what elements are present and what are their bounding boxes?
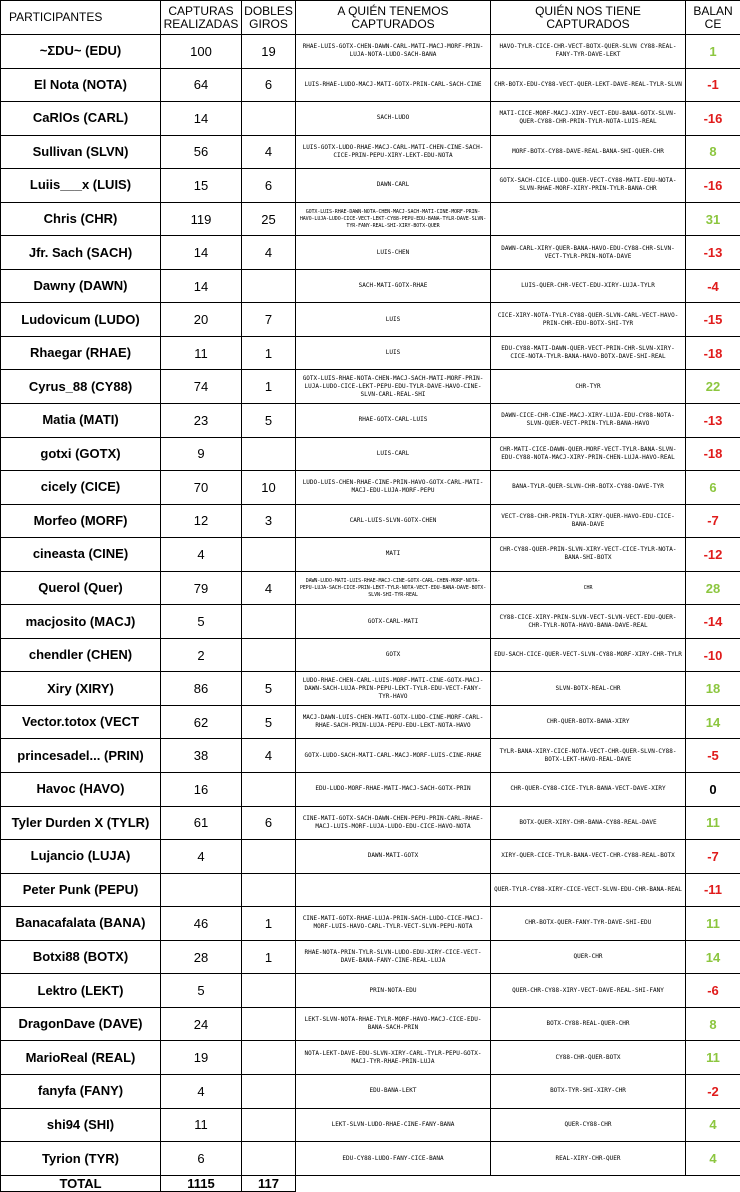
- participant-name: Rhaegar (RHAE): [1, 336, 161, 370]
- captured-list: SACH-MATI-GOTX-RHAE: [296, 269, 491, 303]
- table-row: [1, 1007, 740, 1041]
- captures-count: 2: [161, 638, 242, 672]
- captured-list: SACH-LUDO: [296, 102, 491, 136]
- balance-value: -14: [686, 605, 740, 639]
- captured-list: LUIS-RHAE-LUDO-MACJ-MATI-GOTX-PRIN-CARL-SACH-CINE: [296, 68, 491, 102]
- participant-name: Luiis___x (LUIS): [1, 169, 161, 203]
- captures-count: 46: [161, 907, 242, 941]
- balance-value: -5: [686, 739, 740, 773]
- doubles-count: [242, 873, 296, 907]
- balance-value: -13: [686, 236, 740, 270]
- table-row: [1, 35, 740, 69]
- header-row: [1, 1, 740, 35]
- balance-value: 8: [686, 135, 740, 169]
- captured-by-list: QUER-CHR-CY88-XIRY-VECT-DAVE-REAL-SHI-FANY: [491, 974, 686, 1008]
- captured-by-list: EDU-SACH-CICE-QUER-VECT-SLVN-CY88-MORF-XIRY-CHR-TYLR: [491, 638, 686, 672]
- table-row: [1, 169, 740, 203]
- doubles-count: [242, 773, 296, 807]
- table-row: [1, 437, 740, 471]
- captured-by-list: DAWN-CICE-CHR-CINE-MACJ-XIRY-LUJA-EDU-CY88-NOTA-SLVN-QUER-VECT-PRIN-TYLR-BANA-HAVO: [491, 404, 686, 438]
- doubles-count: [242, 1007, 296, 1041]
- captured-list: RHAE-LUIS-GOTX-CHEN-DAWN-CARL-MATI-MACJ-MORF-PRIN-LUJA-NOTA-LUDO-SACH-BANA: [296, 35, 491, 69]
- captured-by-list: XIRY-QUER-CICE-TYLR-BANA-VECT-CHR-CY88-REAL-BOTX: [491, 840, 686, 874]
- captures-count: 28: [161, 940, 242, 974]
- captured-list: LUIS-GOTX-LUDO-RHAE-MACJ-CARL-MATI-CHEN-CINE-SACH-CICE-PRIN-PEPU-XIRY-LEKT-EDU-NOTA: [296, 135, 491, 169]
- doubles-count: [242, 840, 296, 874]
- header-balance: BALAN CE: [686, 1, 740, 35]
- captures-count: 11: [161, 1108, 242, 1142]
- captures-count: [161, 873, 242, 907]
- captures-count: 14: [161, 269, 242, 303]
- captured-list: PRIN-NOTA-EDU: [296, 974, 491, 1008]
- captured-list: GOTX-LUIS-RHAE-NOTA-CHEN-MACJ-SACH-MATI-MORF-PRIN-LUJA-LUDO-CICE-LEKT-PEPU-EDU-TYLR-DAVE-HAVO-CINE-SLVN-CARL-REAL-SHI: [296, 370, 491, 404]
- total-empty-cell: [686, 1176, 740, 1192]
- captured-list: EDU-CY88-LUDO-FANY-CICE-BANA: [296, 1142, 491, 1176]
- captures-count: 62: [161, 705, 242, 739]
- table-row: [1, 605, 740, 639]
- doubles-count: [242, 437, 296, 471]
- doubles-count: [242, 1108, 296, 1142]
- balance-value: 0: [686, 773, 740, 807]
- captures-count: 4: [161, 538, 242, 572]
- balance-value: 22: [686, 370, 740, 404]
- participant-name: DragonDave (DAVE): [1, 1007, 161, 1041]
- table-body: [1, 35, 740, 1176]
- captured-list: EDU-LUDO-MORF-RHAE-MATI-MACJ-SACH-GOTX-PRIN: [296, 773, 491, 807]
- table-row: [1, 705, 740, 739]
- participant-name: ~ΣDU~ (EDU): [1, 35, 161, 69]
- balance-value: 1: [686, 35, 740, 69]
- captured-list: GOTX-LUDO-SACH-MATI-CARL-MACJ-MORF-LUIS-CINE-RHAE: [296, 739, 491, 773]
- captures-count: 4: [161, 1074, 242, 1108]
- captured-by-list: CHR-MATI-CICE-DAWN-QUER-MORF-VECT-TYLR-BANA-SLVN-EDU-CY88-NOTA-MACJ-XIRY-PRIN-CHEN-LUJA-HAVO-REAL: [491, 437, 686, 471]
- balance-value: 11: [686, 907, 740, 941]
- captures-count: 56: [161, 135, 242, 169]
- balance-value: 11: [686, 806, 740, 840]
- captured-by-list: SLVN-BOTX-REAL-CHR: [491, 672, 686, 706]
- participant-name: Matia (MATI): [1, 404, 161, 438]
- header-doubles: DOBLES GIROS: [242, 1, 296, 35]
- table-row: [1, 739, 740, 773]
- participant-name: Chris (CHR): [1, 202, 161, 236]
- doubles-count: [242, 974, 296, 1008]
- captured-list: [296, 873, 491, 907]
- captured-by-list: CHR-TYR: [491, 370, 686, 404]
- balance-value: 6: [686, 471, 740, 505]
- captured-list: GOTX-CARL-MATI: [296, 605, 491, 639]
- table-row: [1, 269, 740, 303]
- captured-list: LUIS: [296, 336, 491, 370]
- table-row: [1, 1041, 740, 1075]
- captured-list: MATI: [296, 538, 491, 572]
- table-row: [1, 404, 740, 438]
- doubles-count: 25: [242, 202, 296, 236]
- captured-list: LEKT-SLVN-NOTA-RHAE-TYLR-MORF-HAVO-MACJ-CICE-EDU-BANA-SACH-PRIN: [296, 1007, 491, 1041]
- captures-count: 16: [161, 773, 242, 807]
- captured-by-list: DAWN-CARL-XIRY-QUER-BANA-HAVO-EDU-CY88-CHR-SLVN-VECT-TYLR-PRIN-NOTA-DAVE: [491, 236, 686, 270]
- table-row: [1, 638, 740, 672]
- total-captures: 1115: [161, 1176, 242, 1192]
- captures-count: 70: [161, 471, 242, 505]
- participant-name: Cyrus_88 (CY88): [1, 370, 161, 404]
- table-row: [1, 873, 740, 907]
- total-empty-cell: [296, 1176, 491, 1192]
- captures-count: 11: [161, 336, 242, 370]
- table-row: [1, 840, 740, 874]
- participant-name: Tyler Durden X (TYLR): [1, 806, 161, 840]
- participant-name: gotxi (GOTX): [1, 437, 161, 471]
- balance-value: 11: [686, 1041, 740, 1075]
- table-row: [1, 672, 740, 706]
- table-row: [1, 1142, 740, 1176]
- captures-count: 5: [161, 605, 242, 639]
- doubles-count: [242, 538, 296, 572]
- doubles-count: 5: [242, 672, 296, 706]
- captured-list: GOTX: [296, 638, 491, 672]
- participant-name: CaRlOs (CARL): [1, 102, 161, 136]
- header-participants: PARTICIPANTES: [1, 1, 161, 35]
- captured-by-list: GOTX-SACH-CICE-LUDO-QUER-VECT-CY88-MATI-EDU-NOTA-SLVN-RHAE-MORF-XIRY-PRIN-TYLR-BANA-CHR: [491, 169, 686, 203]
- doubles-count: [242, 1074, 296, 1108]
- captured-by-list: CHR-QUER-CY88-CICE-TYLR-BANA-VECT-DAVE-XIRY: [491, 773, 686, 807]
- balance-value: -2: [686, 1074, 740, 1108]
- balance-value: 18: [686, 672, 740, 706]
- captures-count: 19: [161, 1041, 242, 1075]
- participant-name: macjosito (MACJ): [1, 605, 161, 639]
- captured-by-list: CICE-XIRY-NOTA-TYLR-CY88-QUER-SLVN-CARL-VECT-HAVO-PRIN-CHR-EDU-BOTX-SHI-TYR: [491, 303, 686, 337]
- table-row: [1, 806, 740, 840]
- header-captured: A QUIÉN TENEMOS CAPTURADOS: [296, 1, 491, 35]
- balance-value: -18: [686, 336, 740, 370]
- balance-value: -10: [686, 638, 740, 672]
- participant-name: El Nota (NOTA): [1, 68, 161, 102]
- captures-count: 74: [161, 370, 242, 404]
- participant-name: Jfr. Sach (SACH): [1, 236, 161, 270]
- captured-by-list: MATI-CICE-MORF-MACJ-XIRY-VECT-EDU-BANA-GOTX-SLVN-QUER-CY88-CHR-PRIN-TYLR-NOTA-LUIS-REAL: [491, 102, 686, 136]
- captured-by-list: EDU-CY88-MATI-DAWN-QUER-VECT-PRIN-CHR-SLVN-XIRY-CICE-NOTA-TYLR-BANA-HAVO-BOTX-DAVE-SHI-REAL: [491, 336, 686, 370]
- doubles-count: 10: [242, 471, 296, 505]
- captured-by-list: CHR-CY88-QUER-PRIN-SLVN-XIRY-VECT-CICE-TYLR-NOTA-BANA-SHI-BOTX: [491, 538, 686, 572]
- balance-value: 4: [686, 1142, 740, 1176]
- doubles-count: 6: [242, 68, 296, 102]
- balance-value: -11: [686, 873, 740, 907]
- doubles-count: 3: [242, 504, 296, 538]
- doubles-count: [242, 269, 296, 303]
- captured-by-list: [491, 202, 686, 236]
- participant-name: princesadel... (PRIN): [1, 739, 161, 773]
- table-row: [1, 303, 740, 337]
- balance-value: -16: [686, 169, 740, 203]
- doubles-count: [242, 638, 296, 672]
- captures-count: 86: [161, 672, 242, 706]
- doubles-count: 4: [242, 739, 296, 773]
- balance-value: 31: [686, 202, 740, 236]
- captured-by-list: HAVO-TYLR-CICE-CHR-VECT-BOTX-QUER-SLVN CY88-REAL-FANY-TYR-DAVE-LEKT: [491, 35, 686, 69]
- captured-list: LUIS-CARL: [296, 437, 491, 471]
- balance-value: -18: [686, 437, 740, 471]
- captured-list: GOTX-LUIS-RHAE-DAWN-NOTA-CHEN-MACJ-SACH-MATI-CINE-MORF-PRIN-HAVO-LUJA-LUDO-CICE-VECT-LEKT-CY88-PEPU-EDU-BANA-TYLR-DAVE-SLVN-TYR-FANY-REAL-SHI-XIRY-BOTX-QUER: [296, 202, 491, 236]
- table-row: [1, 236, 740, 270]
- captured-by-list: CHR: [491, 571, 686, 605]
- captures-count: 15: [161, 169, 242, 203]
- balance-value: 4: [686, 1108, 740, 1142]
- table-row: [1, 102, 740, 136]
- header-captures: CAPTURAS REALIZADAS: [161, 1, 242, 35]
- balance-value: -12: [686, 538, 740, 572]
- balance-value: -13: [686, 404, 740, 438]
- table-row: [1, 370, 740, 404]
- table-row: [1, 471, 740, 505]
- table-row: [1, 336, 740, 370]
- captured-list: RHAE-GOTX-CARL-LUIS: [296, 404, 491, 438]
- doubles-count: 4: [242, 571, 296, 605]
- participant-name: Havoc (HAVO): [1, 773, 161, 807]
- captures-count: 100: [161, 35, 242, 69]
- participant-name: Banacafalata (BANA): [1, 907, 161, 941]
- participant-name: Peter Punk (PEPU): [1, 873, 161, 907]
- participant-name: Botxi88 (BOTX): [1, 940, 161, 974]
- doubles-count: 19: [242, 35, 296, 69]
- captures-count: 79: [161, 571, 242, 605]
- doubles-count: 5: [242, 404, 296, 438]
- captured-by-list: TYLR-BANA-XIRY-CICE-NOTA-VECT-CHR-QUER-SLVN-CY88-BOTX-LEKT-HAVO-REAL-DAVE: [491, 739, 686, 773]
- captures-count: 61: [161, 806, 242, 840]
- balance-value: -16: [686, 102, 740, 136]
- participant-name: fanyfa (FANY): [1, 1074, 161, 1108]
- participant-name: cicely (CICE): [1, 471, 161, 505]
- table-row: [1, 68, 740, 102]
- total-doubles: 117: [242, 1176, 296, 1192]
- table-row: [1, 135, 740, 169]
- participant-name: Lektro (LEKT): [1, 974, 161, 1008]
- captures-count: 5: [161, 974, 242, 1008]
- captured-list: LEKT-SLVN-LUDO-RHAE-CINE-FANY-BANA: [296, 1108, 491, 1142]
- captured-by-list: BOTX-QUER-XIRY-CHR-BANA-CY88-REAL-DAVE: [491, 806, 686, 840]
- captures-count: 23: [161, 404, 242, 438]
- table-row: [1, 1074, 740, 1108]
- doubles-count: 6: [242, 169, 296, 203]
- participant-name: Ludovicum (LUDO): [1, 303, 161, 337]
- balance-value: -1: [686, 68, 740, 102]
- doubles-count: 1: [242, 370, 296, 404]
- captured-list: LUDO-LUIS-CHEN-RHAE-CINE-PRIN-HAVO-GOTX-CARL-MATI-MACJ-EDU-LUJA-MORF-PEPU: [296, 471, 491, 505]
- captured-list: MACJ-DAWN-LUIS-CHEN-MATI-GOTX-LUDO-CINE-MORF-CARL-RHAE-SACH-PRIN-LUJA-PEPU-EDU-LEKT-NOTA-HAVO: [296, 705, 491, 739]
- captured-by-list: QUER-CY88-CHR: [491, 1108, 686, 1142]
- captured-list: LUIS-CHEN: [296, 236, 491, 270]
- captures-count: 64: [161, 68, 242, 102]
- captured-by-list: VECT-CY88-CHR-PRIN-TYLR-XIRY-QUER-HAVO-EDU-CICE-BANA-DAVE: [491, 504, 686, 538]
- table-row: [1, 571, 740, 605]
- captured-list: RHAE-NOTA-PRIN-TYLR-SLVN-LUDO-EDU-XIRY-CICE-VECT-DAVE-BANA-FANY-CINE-REAL-LUJA: [296, 940, 491, 974]
- participant-name: Morfeo (MORF): [1, 504, 161, 538]
- balance-value: -15: [686, 303, 740, 337]
- captures-count: 6: [161, 1142, 242, 1176]
- captures-count: 119: [161, 202, 242, 236]
- table-row: [1, 907, 740, 941]
- doubles-count: 4: [242, 135, 296, 169]
- captured-by-list: CHR-QUER-BOTX-BANA-XIRY: [491, 705, 686, 739]
- participant-name: chendler (CHEN): [1, 638, 161, 672]
- table-row: [1, 773, 740, 807]
- table-row: [1, 1108, 740, 1142]
- captured-by-list: MORF-BOTX-CY88-DAVE-REAL-BANA-SHI-QUER-CHR: [491, 135, 686, 169]
- captured-by-list: REAL-XIRY-CHR-QUER: [491, 1142, 686, 1176]
- participant-name: MarioReal (REAL): [1, 1041, 161, 1075]
- doubles-count: [242, 605, 296, 639]
- table-row: [1, 202, 740, 236]
- doubles-count: [242, 1041, 296, 1075]
- captured-list: DAWN-CARL: [296, 169, 491, 203]
- doubles-count: 7: [242, 303, 296, 337]
- captured-by-list: BOTX-CY88-REAL-QUER-CHR: [491, 1007, 686, 1041]
- total-empty-cell: [491, 1176, 686, 1192]
- participant-name: shi94 (SHI): [1, 1108, 161, 1142]
- captured-by-list: BANA-TYLR-QUER-SLVN-CHR-BOTX-CY88-DAVE-TYR: [491, 471, 686, 505]
- captured-by-list: CHR-BOTX-QUER-FANY-TYR-DAVE-SHI-EDU: [491, 907, 686, 941]
- captured-list: DAWN-LUDO-MATI-LUIS-RHAE-MACJ-CINE-GOTX-CARL-CHEN-MORF-NOTA-PEPU-LUJA-SACH-CICE-PRIN-LEKT-TYLR-NOTA-VECT-EDU-BANA-DAVE-BOTX-SLVN-SHI-TYR-REAL: [296, 571, 491, 605]
- participant-name: Querol (Quer): [1, 571, 161, 605]
- captures-count: 20: [161, 303, 242, 337]
- captures-count: 38: [161, 739, 242, 773]
- participant-name: Vector.totox (VECT: [1, 705, 161, 739]
- captured-by-list: QUER-TYLR-CY88-XIRY-CICE-VECT-SLVN-EDU-CHR-BANA-REAL: [491, 873, 686, 907]
- balance-value: 14: [686, 940, 740, 974]
- participant-name: Sullivan (SLVN): [1, 135, 161, 169]
- table-row: [1, 538, 740, 572]
- captured-by-list: CHR-BOTX-EDU-CY88-VECT-QUER-LEKT-DAVE-REAL-TYLR-SLVN: [491, 68, 686, 102]
- doubles-count: 1: [242, 336, 296, 370]
- captured-list: LUIS: [296, 303, 491, 337]
- captures-count: 14: [161, 236, 242, 270]
- balance-value: -4: [686, 269, 740, 303]
- balance-value: 14: [686, 705, 740, 739]
- captured-list: EDU-BANA-LEKT: [296, 1074, 491, 1108]
- participant-name: Tyrion (TYR): [1, 1142, 161, 1176]
- participant-name: Xiry (XIRY): [1, 672, 161, 706]
- captured-list: CARL-LUIS-SLVN-GOTX-CHEN: [296, 504, 491, 538]
- participant-name: Lujancio (LUJA): [1, 840, 161, 874]
- participant-name: cineasta (CINE): [1, 538, 161, 572]
- doubles-count: 6: [242, 806, 296, 840]
- balance-value: -7: [686, 504, 740, 538]
- captured-list: CINE-MATI-GOTX-RHAE-LUJA-PRIN-SACH-LUDO-CICE-MACJ-MORF-LUIS-HAVO-CARL-TYLR-VECT-SLVN-PEPU-NOTA: [296, 907, 491, 941]
- captured-list: LUDO-RHAE-CHEN-CARL-LUIS-MORF-MATI-CINE-GOTX-MACJ-DAWN-SACH-LUJA-PRIN-PEPU-LEKT-TYLR-EDU-VECT-FANY-TYR-HAVO: [296, 672, 491, 706]
- captures-count: 24: [161, 1007, 242, 1041]
- doubles-count: [242, 1142, 296, 1176]
- captures-count: 12: [161, 504, 242, 538]
- total-row: [1, 1176, 740, 1192]
- doubles-count: 5: [242, 705, 296, 739]
- captures-count: 4: [161, 840, 242, 874]
- total-label: TOTAL: [1, 1176, 161, 1192]
- table-row: [1, 504, 740, 538]
- balance-value: -7: [686, 840, 740, 874]
- captured-by-list: LUIS-QUER-CHR-VECT-EDU-XIRY-LUJA-TYLR: [491, 269, 686, 303]
- doubles-count: 4: [242, 236, 296, 270]
- table-row: [1, 974, 740, 1008]
- captured-list: NOTA-LEKT-DAVE-EDU-SLVN-XIRY-CARL-TYLR-PEPU-GOTX-MACJ-TYR-RHAE-PRIN-LUJA: [296, 1041, 491, 1075]
- doubles-count: 1: [242, 940, 296, 974]
- captures-count: 14: [161, 102, 242, 136]
- captured-by-list: QUER-CHR: [491, 940, 686, 974]
- captured-by-list: CY88-CHR-QUER-BOTX: [491, 1041, 686, 1075]
- doubles-count: 1: [242, 907, 296, 941]
- balance-value: 8: [686, 1007, 740, 1041]
- captures-count: 9: [161, 437, 242, 471]
- table-row: [1, 940, 740, 974]
- balance-value: 28: [686, 571, 740, 605]
- captured-by-list: CY88-CICE-XIRY-PRIN-SLVN-VECT-SLVN-VECT-EDU-QUER-CHR-TYLR-NOTA-HAVO-BANA-DAVE-REAL: [491, 605, 686, 639]
- balance-value: -6: [686, 974, 740, 1008]
- doubles-count: [242, 102, 296, 136]
- captured-by-list: BOTX-TYR-SHI-XIRY-CHR: [491, 1074, 686, 1108]
- captured-list: CINE-MATI-GOTX-SACH-DAWN-CHEN-PEPU-PRIN-CARL-RHAE-MACJ-LUIS-MORF-LUJA-LUDO-EDU-CICE-HAVO-NOTA: [296, 806, 491, 840]
- captured-list: DAWN-MATI-GOTX: [296, 840, 491, 874]
- participant-name: Dawny (DAWN): [1, 269, 161, 303]
- header-captured-by: QUIÉN NOS TIENE CAPTURADOS: [491, 1, 686, 35]
